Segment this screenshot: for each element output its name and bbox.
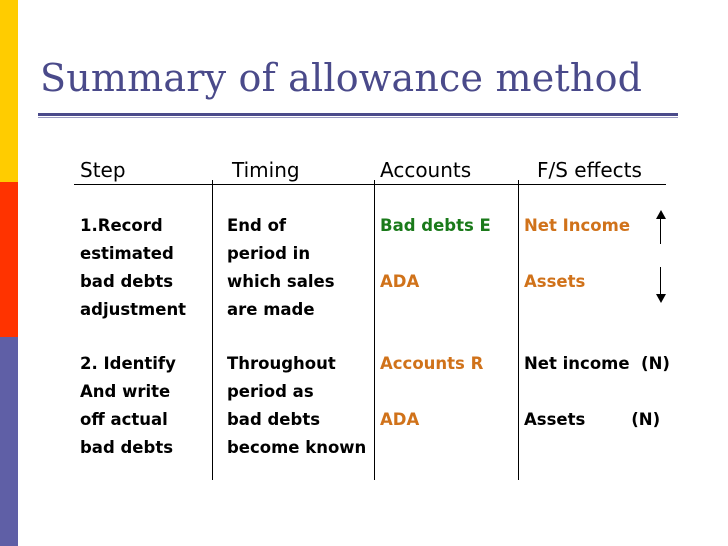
up-arrow-icon [655, 210, 667, 244]
header-rule [74, 184, 666, 185]
stripe-yellow [0, 0, 18, 182]
header-timing: Timing [232, 158, 300, 182]
column-divider-3 [518, 180, 519, 480]
row2-step: 2. Identify And write off actual bad debts [80, 354, 176, 457]
row1-account-1: Bad debts E [380, 216, 491, 235]
row2-account-1: Accounts R [380, 354, 484, 373]
stripe-red [0, 182, 18, 337]
column-divider-2 [374, 180, 375, 480]
row1-step: 1.Record estimated bad debts adjustment [80, 216, 187, 319]
header-accounts: Accounts [380, 158, 472, 182]
stripe-purple [0, 337, 18, 546]
row1-effect-2: Assets [524, 272, 586, 291]
column-divider-1 [212, 180, 213, 480]
title-rule-thin [38, 117, 678, 118]
row2-effect-2: Assets (N) [524, 410, 661, 429]
slide-title: Summary of allowance method [40, 56, 643, 100]
row1-effect-1: Net Income [524, 216, 631, 235]
down-arrow-icon [655, 267, 667, 303]
row2-effect-1: Net income (N) [524, 354, 670, 373]
row1-account-2: ADA [380, 272, 420, 291]
title-rule [38, 113, 678, 116]
header-fs-effects: F/S effects [537, 158, 642, 182]
row1-timing: End of period in which sales are made [227, 216, 335, 319]
header-step: Step [80, 158, 126, 182]
row2-timing: Throughout period as bad debts become known [227, 354, 367, 457]
row2-account-2: ADA [380, 410, 420, 429]
